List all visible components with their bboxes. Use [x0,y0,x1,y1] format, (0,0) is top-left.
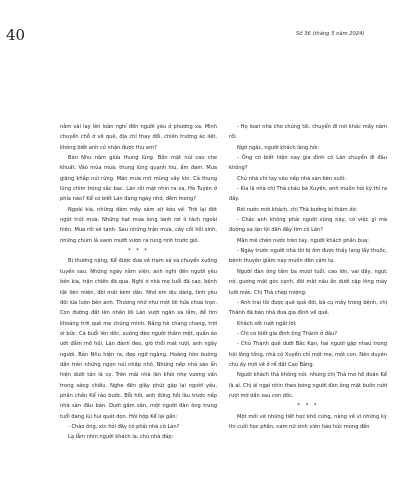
right-column [229,122,387,476]
paragraph: - Họ loan nhà cho chúng tôi, chuyển đi nơi khác mấy năm rồi. [229,124,387,141]
paragraph: Ngoài kia, những đám mây sám xịt kéo về. Trời lại đột ngột trút mưa. Những hạt mưa long lanh rơi lí tách ngoài hiên. Mưa rồi sẽ tạnh. Sau những trận mưa, cây cối hồi sinh, những chùm lá xanh mướt vươn ra rung rinh trước gió. [60,206,217,244]
paragraph: - Ông có biết hiện nay gia đình cô Lán chuyển đi đâu không? [229,155,387,172]
paragraph: - Kìa là nhà chị Thà cháu bà Xuyến, anh muốn hỏi kỹ thì ra đấy. [229,186,387,203]
page-number: 40 [6,26,26,44]
paragraph: - Chào ông, xin hỏi đây có phải nhà cô Lán? [68,423,180,430]
paragraph: - Chú Thành quê dưới Bắc Kạn, hai người gặp nhau trong hội lồng tồng, nhà cô Xuyến chỉ một mẹ, một con. Nên duyên chú ấy mới về ở rể đất Cao Bằng. [229,341,387,368]
paragraph: - Ngày trước người nhà tôi bị ốm được thầy lang lấy thuốc, bệnh thuyên giảm nay muốn đến cảm tạ. [229,248,387,265]
paragraph: - Anh trai tôi được quê quả đời, bà cụ mấy trong bệnh, chị Thành đã bán nhà đưa gia đình về quê. [229,299,387,317]
paragraph: - Chị có biết gia đình ông Thành ở đâu? [237,330,338,337]
paragraph: Mân mê chén nước trên tay, người khách phân bua: [237,237,369,244]
paragraph: Khách sốt ruột ngắt lời: [237,320,297,327]
paragraph: Chủ nhà chỉ tay vào nếp nhà sàn bên suối: [237,175,346,182]
section-separator: * * * [297,403,319,410]
paragraph: nằm vài lay lên loàn nghỉ đến người yêu ở phương xa. Mình chuyển chỗ ở về quê, địa chỉ thay đổi, chiến trường ác liệt, không biết anh có nhận được thư em? [60,124,217,151]
paragraph: Người đàn ông tầm ba mươi tuổi, cao lớn, vai đầy, ngực nở, gương mặt góc cạnh, đôi mắt nâu ấn dưới cặp lông mày lưỡi mác. Chị Thà chép miệng: [229,268,387,296]
issue-label: Số 36 (tháng 5 năm 2024) [296,31,365,37]
paragraph: - Chắc anh không phải người vùng này, có việc gì mà đường xa lặn lội đến đây tìm cô Lán? [229,217,387,234]
paragraph: Một mối vẽ những tiết học khô cứng, nàng về vì những kỳ thi cuối học phần, nam nữ sinh viên háo hức mong đến [229,413,387,430]
paragraph: Bản Nhu nằm giữa thung lũng. Bốn mặt núi cao che khuất. Vào mùa mưa, thung lũng quạnh hiu, ẩm đạm. Mưa giăng khắp núi rừng. Màn mưa mịt mùng vây kín. Cả thung lũng chìm trong sắc bạc. Lán rồi mặt nhìn ra xa, Hà Tuyên ở phía nào? Kể có biết Lán đang ngày nhớ, đêm mong? [60,155,217,203]
left-column [60,122,217,476]
paragraph: Rời nước mời khách, chị Thà bưởng bỉ thăm dò: [237,206,358,213]
paragraph: Bị thương nặng, Kể được đưa về trạm xá và chuyển xuống tuyến sau. Những ngày nằm viện, anh nghĩ đến người yêu bên kia, trận chiến đã qua. Nghĩ ở nhà mẹ tuổi đã cao, bệnh tật liên miên, đôi mắt kém dần. Nhớ em dịu dàng, tình yêu đôi lứa luôn bên anh. Thương nhớ như một lời hứa chưa trọn. Con đường đất lên nhấn lối Lán vượt ngàn xa lắm, để tìm khoảng trời quê mẹ chúng mình. Nắng hè chang chang, trời oi bức. Cả buổi lên dốc, xuống đèo người thấm mệt, quần áo ướt đẫm mồ hôi. Lán đành đeo, gió thổi mát rượi, anh ngây người. Bản Nhu hiện ra, đẹp ngỡ ngàng. Hoàng hôn buông dần trên những ngọn núi nhấp nhô. Những nếp nhà sàn ẩn hiện dưới tán lá cọ. Trên mái nhà lãn khói nhẹ vương vấn trong sáng chiều. Nghe đến giây phút gặp lại người yêu, phân chấn Kể rảo bước. Bỗi hồi, anh đứng hồi lâu trước nếp nhà sàn đầu bản. Dưới gầm sàn, một người đàn ông trung tuổi đang lúi hui quét dọn. Hỏi hộp Kể lại gần: [60,258,217,420]
paragraph: Ngơ ngác, người khách lặng hỏi: [237,144,320,151]
paragraph: Lạ lẫm nhìn người khách lạ, chủ nhà đáp: [68,434,174,441]
paragraph: Người khách thả không nói, nhưng chị Thà mơ hồ đoán Kể là ai. Chị ái ngại nhìn theo bóng người đàn ông mặt buồn rười rượi mờ dần sau con dốc. [229,372,387,399]
section-separator: * * * [128,248,149,255]
